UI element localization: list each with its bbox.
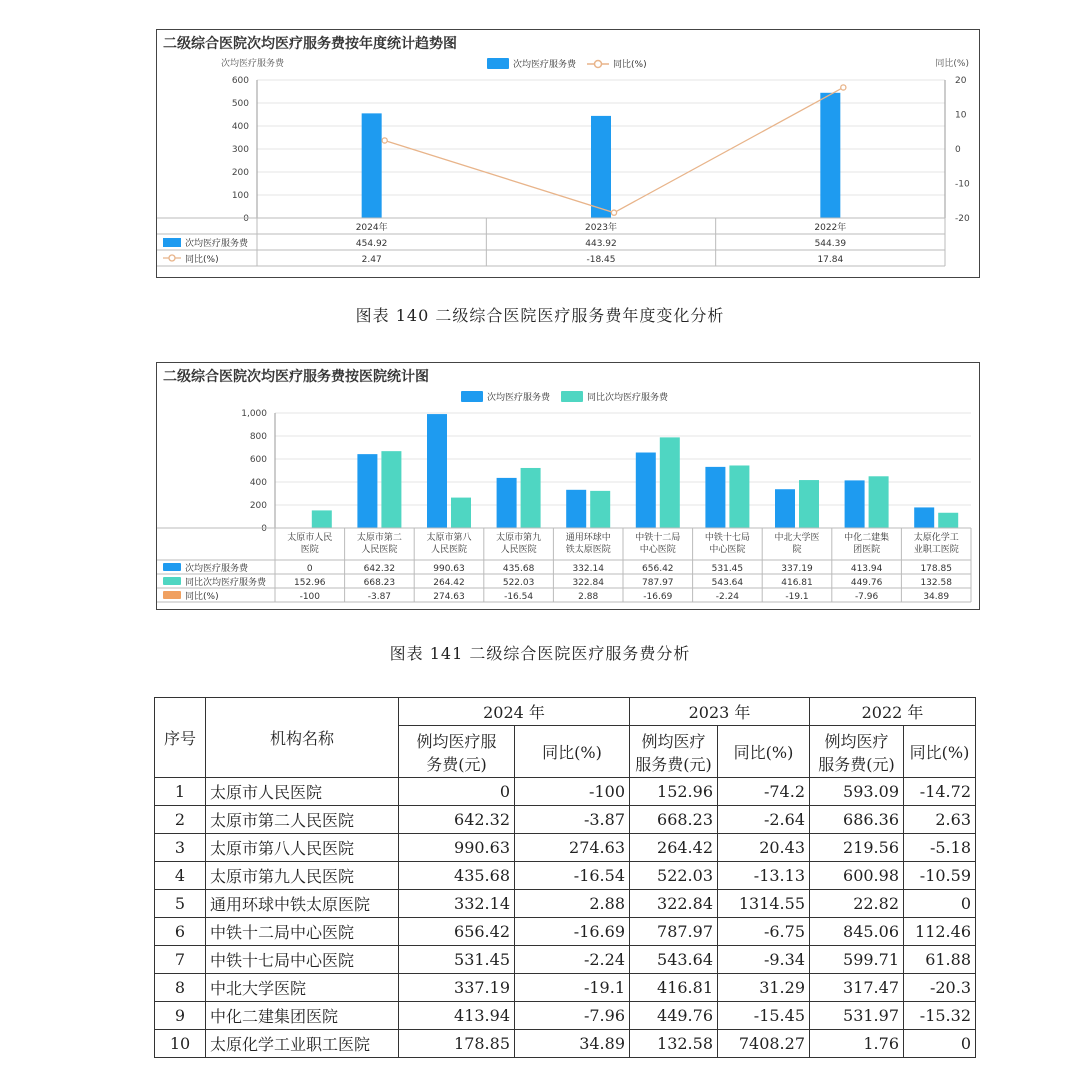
data-label: 132.58 xyxy=(920,578,952,588)
y2-tick-label: 20 xyxy=(955,76,967,86)
row-label-yoy: 同比(%) xyxy=(185,255,219,265)
header-year-2022: 2022 年 xyxy=(810,698,976,726)
x-category-label: 医院 xyxy=(300,545,319,555)
row-value: 264.42 xyxy=(630,834,718,862)
y-tick-label: 300 xyxy=(231,145,249,155)
y-tick-label: 400 xyxy=(231,122,249,132)
x-category-label: 人民医院 xyxy=(500,545,537,555)
row-no: 6 xyxy=(155,918,206,946)
data-label: -18.45 xyxy=(586,255,616,265)
legend-bar1-swatch xyxy=(461,391,483,402)
row-value: 2.63 xyxy=(904,806,976,834)
data-label: 322.84 xyxy=(572,578,604,588)
yoy-line xyxy=(385,87,844,212)
y-tick-label: 200 xyxy=(249,501,267,511)
row-value: 449.76 xyxy=(630,1002,718,1030)
x-category-label: 院 xyxy=(792,545,802,555)
row-label: 次均医疗服务费 xyxy=(185,564,249,574)
row-name: 太原化学工业职工医院 xyxy=(206,1030,399,1058)
row-value: 416.81 xyxy=(630,974,718,1002)
row-value: -6.75 xyxy=(718,918,810,946)
row-value: -20.3 xyxy=(904,974,976,1002)
hospital-fee-table xyxy=(154,697,976,1058)
row-value: 22.82 xyxy=(810,890,904,918)
data-label: 522.03 xyxy=(502,578,535,588)
bar-fee xyxy=(845,480,865,528)
x-category-label: 业职工医院 xyxy=(913,545,959,555)
y-tick-label: 1,000 xyxy=(241,409,267,419)
row-value: -2.64 xyxy=(718,806,810,834)
bar-fee xyxy=(705,467,725,528)
row-value: 787.97 xyxy=(630,918,718,946)
header-name: 机构名称 xyxy=(206,698,399,778)
row-value: 413.94 xyxy=(399,1002,515,1030)
row-value: -7.96 xyxy=(515,1002,630,1030)
row-value: 2.88 xyxy=(515,890,630,918)
row-name: 中铁十二局中心医院 xyxy=(206,918,399,946)
row-value: 317.47 xyxy=(810,974,904,1002)
x-category-label: 太原市第九 xyxy=(496,533,542,543)
bar xyxy=(591,116,611,218)
row-name: 太原市第九人民医院 xyxy=(206,862,399,890)
data-label: 443.92 xyxy=(585,239,617,249)
row-value: -10.59 xyxy=(904,862,976,890)
row-value: 152.96 xyxy=(630,778,718,806)
table-row xyxy=(155,890,976,918)
row-name: 太原市第八人民医院 xyxy=(206,834,399,862)
row-value: 531.45 xyxy=(399,946,515,974)
yoy-point xyxy=(382,138,387,143)
row-value: 332.14 xyxy=(399,890,515,918)
row-name: 通用环球中铁太原医院 xyxy=(206,890,399,918)
row-value: 435.68 xyxy=(399,862,515,890)
row-value: 668.23 xyxy=(630,806,718,834)
data-label: 337.19 xyxy=(781,564,813,574)
data-label: -16.54 xyxy=(504,592,534,602)
legend-bar2-label: 同比次均医疗服务费 xyxy=(587,393,669,403)
header-year-2023: 2023 年 xyxy=(630,698,810,726)
bar-yoy-fee xyxy=(312,510,332,528)
legend-bar1-label: 次均医疗服务费 xyxy=(487,393,551,403)
x-category-label: 通用环球中 xyxy=(565,533,611,543)
row-value: -5.18 xyxy=(904,834,976,862)
row-value: 0 xyxy=(904,890,976,918)
chart-yearly-trend xyxy=(156,29,980,278)
chart-by-hospital xyxy=(156,362,980,610)
bar-yoy-fee xyxy=(590,491,610,528)
data-label: -2.24 xyxy=(715,592,740,602)
row-value: 178.85 xyxy=(399,1030,515,1058)
y2-tick-label: -20 xyxy=(955,214,970,224)
row-value: 1314.55 xyxy=(718,890,810,918)
data-label: 544.39 xyxy=(814,239,847,249)
row-swatch xyxy=(163,577,181,585)
data-label: 34.89 xyxy=(923,592,950,602)
data-label: -3.87 xyxy=(367,592,392,602)
data-label: 787.97 xyxy=(642,578,674,588)
x-category-label: 中心医院 xyxy=(639,545,676,555)
row-value: 642.32 xyxy=(399,806,515,834)
bar xyxy=(820,93,840,218)
data-label: 531.45 xyxy=(711,564,744,574)
row-no: 9 xyxy=(155,1002,206,1030)
x-category-label: 中北大学医 xyxy=(774,533,820,543)
header-year-2024: 2024 年 xyxy=(399,698,630,726)
y2-tick-label: 10 xyxy=(955,110,967,121)
row-value: 543.64 xyxy=(630,946,718,974)
row-no: 1 xyxy=(155,778,206,806)
table-body xyxy=(155,778,976,1058)
row-value: -3.87 xyxy=(515,806,630,834)
table-row xyxy=(155,1030,976,1058)
bar-fee xyxy=(427,414,447,528)
row-value: 34.89 xyxy=(515,1030,630,1058)
x-category-label: 2022年 xyxy=(814,223,847,233)
bar-fee xyxy=(636,453,656,528)
row-name: 太原市第二人民医院 xyxy=(206,806,399,834)
yoy-point xyxy=(841,85,846,90)
x-category-label: 团医院 xyxy=(853,545,881,555)
row-no: 7 xyxy=(155,946,206,974)
data-label: 17.84 xyxy=(817,255,844,265)
bar-fee xyxy=(914,507,934,528)
row-value: 7408.27 xyxy=(718,1030,810,1058)
y-axis-right-label: 同比(%) xyxy=(935,59,969,69)
row-value: 600.98 xyxy=(810,862,904,890)
x-category-label: 中铁十七局 xyxy=(704,533,750,543)
data-label: 178.85 xyxy=(920,564,952,574)
data-label: 656.42 xyxy=(642,564,674,574)
row-value: -15.45 xyxy=(718,1002,810,1030)
row-swatch-bar xyxy=(163,238,181,247)
data-label: 332.14 xyxy=(572,564,604,574)
y-tick-label: 600 xyxy=(231,76,249,86)
table-row xyxy=(155,918,976,946)
data-label: 264.42 xyxy=(433,578,465,588)
x-category-label: 太原化学工 xyxy=(913,533,959,543)
row-value: -100 xyxy=(515,778,630,806)
header-yoy-2023: 同比(%) xyxy=(718,726,810,778)
table-row xyxy=(155,1002,976,1030)
legend-bar2-swatch xyxy=(561,391,583,402)
data-label: 449.76 xyxy=(850,578,883,588)
x-category-label: 太原市人民 xyxy=(287,533,333,543)
legend-line-label: 同比(%) xyxy=(613,60,647,70)
x-category-label: 太原市第二 xyxy=(356,533,402,543)
row-value: 219.56 xyxy=(810,834,904,862)
x-category-label: 中心医院 xyxy=(709,545,746,555)
header-fee-2023: 例均医疗 服务费(元) xyxy=(630,726,718,778)
row-swatch xyxy=(163,563,181,571)
row-value: 112.46 xyxy=(904,918,976,946)
y2-tick-label: -10 xyxy=(955,179,970,190)
bar-yoy-fee xyxy=(381,451,401,528)
data-label: -16.69 xyxy=(643,592,673,602)
row-no: 5 xyxy=(155,890,206,918)
data-label: -19.1 xyxy=(785,592,809,602)
data-label: 454.92 xyxy=(355,239,388,249)
row-value: -19.1 xyxy=(515,974,630,1002)
row-value: -74.2 xyxy=(718,778,810,806)
row-no: 10 xyxy=(155,1030,206,1058)
x-category-label: 2024年 xyxy=(355,223,388,233)
data-label: 274.63 xyxy=(433,592,465,602)
row-swatch xyxy=(163,591,181,599)
legend-line-marker xyxy=(595,61,602,68)
data-label: 0 xyxy=(306,564,313,574)
table-row xyxy=(155,974,976,1002)
y-tick-label: 0 xyxy=(261,524,267,534)
table-row xyxy=(155,834,976,862)
y-axis-left-label: 次均医疗服务费 xyxy=(221,59,285,69)
x-category-label: 太原市第八 xyxy=(426,533,472,543)
row-value: 0 xyxy=(399,778,515,806)
row-value: 1.76 xyxy=(810,1030,904,1058)
chart2-title: 二级综合医院次均医疗服务费按医院统计图 xyxy=(163,369,429,385)
table-row xyxy=(155,778,976,806)
y-tick-label: 200 xyxy=(231,168,249,178)
row-value: 274.63 xyxy=(515,834,630,862)
bar xyxy=(362,113,382,218)
header-no: 序号 xyxy=(155,698,206,778)
y2-tick-label: 0 xyxy=(955,145,961,155)
row-value: 593.09 xyxy=(810,778,904,806)
row-name: 太原市人民医院 xyxy=(206,778,399,806)
y-tick-label: 500 xyxy=(231,99,249,109)
row-value: 337.19 xyxy=(399,974,515,1002)
data-label: 543.64 xyxy=(711,578,744,588)
row-label: 同比次均医疗服务费 xyxy=(185,578,267,588)
y-tick-label: 400 xyxy=(249,478,267,488)
data-label: 990.63 xyxy=(433,564,465,574)
bar-fee xyxy=(357,454,377,528)
legend-bar-label: 次均医疗服务费 xyxy=(513,60,577,70)
bar-yoy-fee xyxy=(729,465,749,528)
y-tick-label: 100 xyxy=(231,191,249,201)
table-row xyxy=(155,946,976,974)
x-category-label: 中铁十二局 xyxy=(635,533,681,543)
chart2-svg xyxy=(157,363,979,609)
row-value: -14.72 xyxy=(904,778,976,806)
legend-bar-swatch xyxy=(487,58,509,69)
row-value: 845.06 xyxy=(810,918,904,946)
row-name: 中铁十七局中心医院 xyxy=(206,946,399,974)
bar-yoy-fee xyxy=(799,480,819,528)
row-value: -13.13 xyxy=(718,862,810,890)
row-no: 2 xyxy=(155,806,206,834)
row-value: 20.43 xyxy=(718,834,810,862)
caption-140: 图表 140 二级综合医院医疗服务费年度变化分析 xyxy=(355,306,725,325)
chart1-title: 二级综合医院次均医疗服务费按年度统计趋势图 xyxy=(163,36,457,52)
bar-fee xyxy=(566,490,586,528)
table-row xyxy=(155,806,976,834)
caption-141: 图表 141 二级综合医院医疗服务费分析 xyxy=(389,644,691,663)
row-value: -16.54 xyxy=(515,862,630,890)
row-value: 61.88 xyxy=(904,946,976,974)
data-label: 642.32 xyxy=(363,564,396,574)
row-no: 3 xyxy=(155,834,206,862)
row-no: 4 xyxy=(155,862,206,890)
row-label-fee: 次均医疗服务费 xyxy=(185,239,249,249)
row-value: -2.24 xyxy=(515,946,630,974)
table-row xyxy=(155,862,976,890)
row-value: 132.58 xyxy=(630,1030,718,1058)
row-label: 同比(%) xyxy=(185,592,219,602)
y-tick-label: 800 xyxy=(249,432,267,442)
bar-yoy-fee xyxy=(869,476,889,528)
row-value: -16.69 xyxy=(515,918,630,946)
yoy-point xyxy=(611,210,616,215)
row-value: 322.84 xyxy=(630,890,718,918)
row-value: -15.32 xyxy=(904,1002,976,1030)
data-label: 416.81 xyxy=(781,578,813,588)
row-no: 8 xyxy=(155,974,206,1002)
bar-yoy-fee xyxy=(451,498,471,528)
header-yoy-2024: 同比(%) xyxy=(515,726,630,778)
x-category-label: 人民医院 xyxy=(430,545,468,555)
row-name: 中北大学医院 xyxy=(206,974,399,1002)
data-label: 2.88 xyxy=(578,592,599,602)
bar-fee xyxy=(775,489,795,528)
header-yoy-2022: 同比(%) xyxy=(904,726,976,778)
row-name: 中化二建集团医院 xyxy=(206,1002,399,1030)
header-fee-2022: 例均医疗 服务费(元) xyxy=(810,726,904,778)
chart1-svg xyxy=(157,30,979,277)
row-value: 31.29 xyxy=(718,974,810,1002)
data-label: 668.23 xyxy=(363,578,396,588)
data-label: 152.96 xyxy=(294,578,326,588)
bar-yoy-fee xyxy=(521,468,541,528)
data-label: 413.94 xyxy=(850,564,883,574)
header-fee-2024: 例均医疗服 务费(元) xyxy=(399,726,515,778)
row-value: 0 xyxy=(904,1030,976,1058)
row-value: 686.36 xyxy=(810,806,904,834)
row-value: 990.63 xyxy=(399,834,515,862)
bar-fee xyxy=(497,478,517,528)
row-value: 656.42 xyxy=(399,918,515,946)
row-value: -9.34 xyxy=(718,946,810,974)
data-label: 2.47 xyxy=(361,255,382,265)
row-value: 522.03 xyxy=(630,862,718,890)
x-category-label: 中化二建集 xyxy=(844,533,890,543)
data-label: -7.96 xyxy=(854,592,879,602)
x-category-label: 2023年 xyxy=(585,223,617,233)
row-value: 599.71 xyxy=(810,946,904,974)
bar-yoy-fee xyxy=(660,437,680,528)
x-category-label: 铁太原医院 xyxy=(565,545,611,555)
data-label: 435.68 xyxy=(502,564,535,574)
data-label: -100 xyxy=(299,592,321,602)
x-category-label: 人民医院 xyxy=(361,545,398,555)
bar-yoy-fee xyxy=(938,513,958,528)
y-tick-label: 0 xyxy=(243,214,249,224)
row-value: 531.97 xyxy=(810,1002,904,1030)
y-tick-label: 600 xyxy=(249,455,267,465)
row-swatch-marker xyxy=(169,255,175,261)
